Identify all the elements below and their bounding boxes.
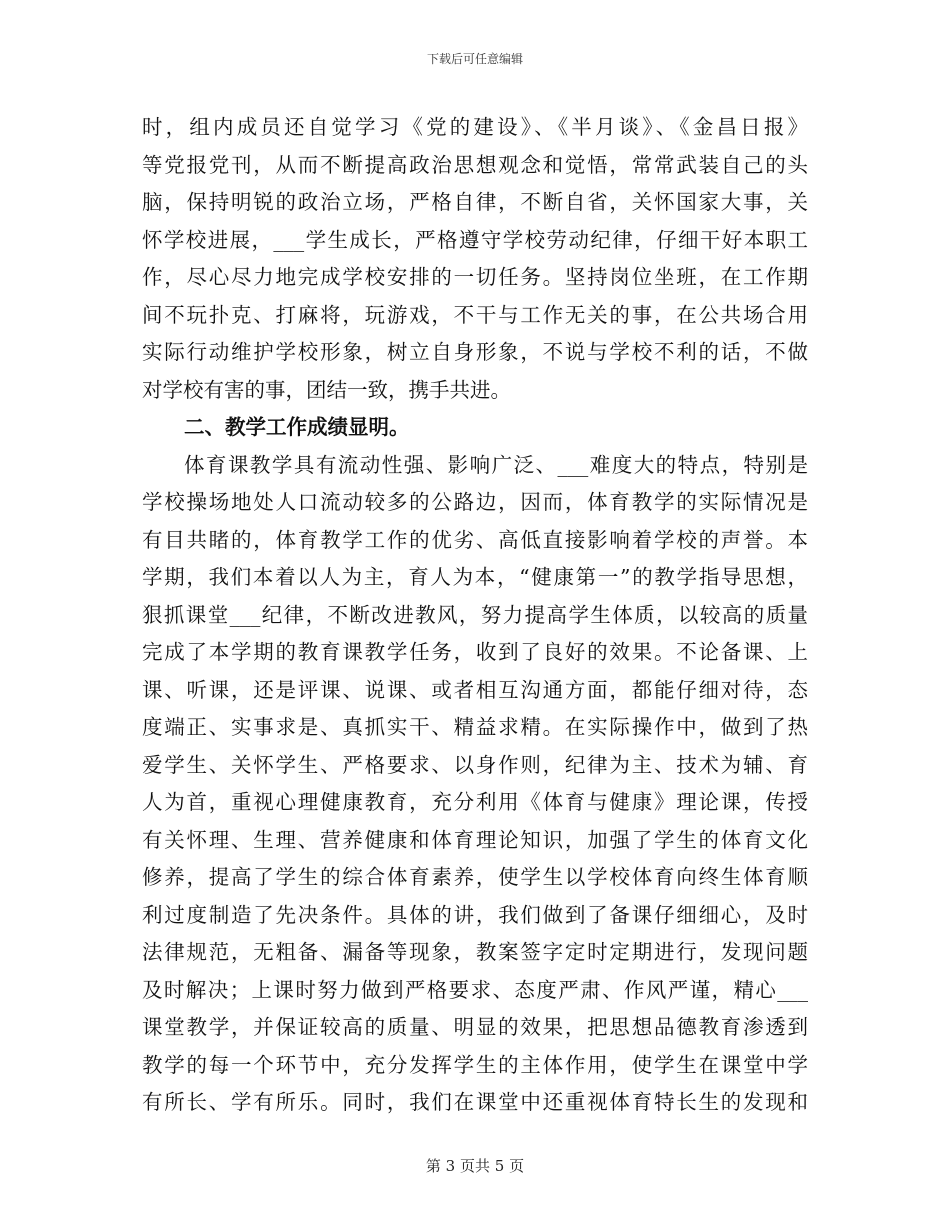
body-line-27: 有所长、学有所乐。同时，我们在课堂中还重视体育特长生的发现和 <box>142 1090 808 1114</box>
body-line-11: 学校操场地处人口流动较多的公路边，因而，体育教学的实际情况是 <box>142 490 808 514</box>
body-line-17: 度端正、实事求是、真抓实干、精益求精。在实际操作中，做到了热 <box>142 715 808 739</box>
body-line-14: 狠抓课堂___纪律，不断改进教风，努力提高学生体质，以较高的质量 <box>142 602 808 627</box>
body-line-25: 课堂教学，并保证较高的质量、明显的效果，把思想品德教育渗透到 <box>142 1015 808 1039</box>
body-line-22: 利过度制造了先决条件。具体的讲，我们做到了备课仔细细心，及时 <box>142 902 808 927</box>
body-line-16: 课、听课，还是评课、说课、或者相互沟通方面，都能仔细对待，态 <box>142 677 808 702</box>
body-line-19: 人为首，重视心理健康教育，充分利用《体育与健康》理论课，传授 <box>142 790 808 814</box>
body-line-20: 有关怀理、生理、营养健康和体育理论知识，加强了学生的体育文化 <box>142 827 808 852</box>
page-footer: 第 3 页共 5 页 <box>425 1157 525 1175</box>
body-line-3: 脑，保持明锐的政治立场，严格自律，不断自省，关怀国家大事，关 <box>142 190 808 214</box>
body-line-26: 教学的每一个环节中，充分发挥学生的主体作用，使学生在课堂中学 <box>142 1052 808 1077</box>
body-line-2: 等党报党刊，从而不断提高政治思想观念和觉悟，常常武装自己的头 <box>142 152 808 177</box>
body-line-5: 作，尽心尽力地完成学校安排的一切任务。坚持岗位坐班，在工作期 <box>142 265 808 289</box>
body-line-18: 爱学生、关怀学生、严格要求、以身作则，纪律为主、技术为辅、育 <box>142 752 808 777</box>
body-line-1: 时，组内成员还自觉学习《党的建设》、《半月谈》、《金昌日报》 <box>142 115 808 139</box>
body-line-6: 间不玩扑克、打麻将，玩游戏，不干与工作无关的事，在公共场合用 <box>142 302 808 327</box>
body-line-12: 有目共睹的，体育教学工作的优劣、高低直接影响着学校的声誉。本 <box>142 527 808 552</box>
body-line-7: 实际行动维护学校形象，树立自身形象，不说与学校不利的话，不做 <box>142 340 808 364</box>
body-line-4: 怀学校进展，___学生成长，严格遵守学校劳动纪律，仔细干好本职工 <box>142 227 808 252</box>
page-header: 下载后可任意编辑 <box>426 52 523 66</box>
body-line-13: 学期，我们本着以人为主，育人为本，“健康第一”的教学指导思想， <box>142 565 808 589</box>
body-line-15: 完成了本学期的教育课教学任务，收到了良好的效果。不论备课、上 <box>142 640 808 664</box>
body-line-8: 对学校有害的事，团结一致，携手共进。 <box>142 377 511 402</box>
body-line-10: 体育课教学具有流动性强、影响广泛、___难度大的特点，特别是 <box>184 452 808 477</box>
document-body <box>142 109 808 1122</box>
body-line-21: 修养，提高了学生的综合体育素养，使学生以学校体育向终生体育顺 <box>142 865 808 889</box>
body-line-24: 及时解决；上课时努力做到严格要求、态度严肃、作风严谨，精心___ <box>142 977 808 1002</box>
body-line-23: 法律规范，无粗备、漏备等现象，教案签字定时定期进行，发现问题 <box>142 940 808 964</box>
section-heading: 二、教学工作成绩显明。 <box>184 415 410 439</box>
